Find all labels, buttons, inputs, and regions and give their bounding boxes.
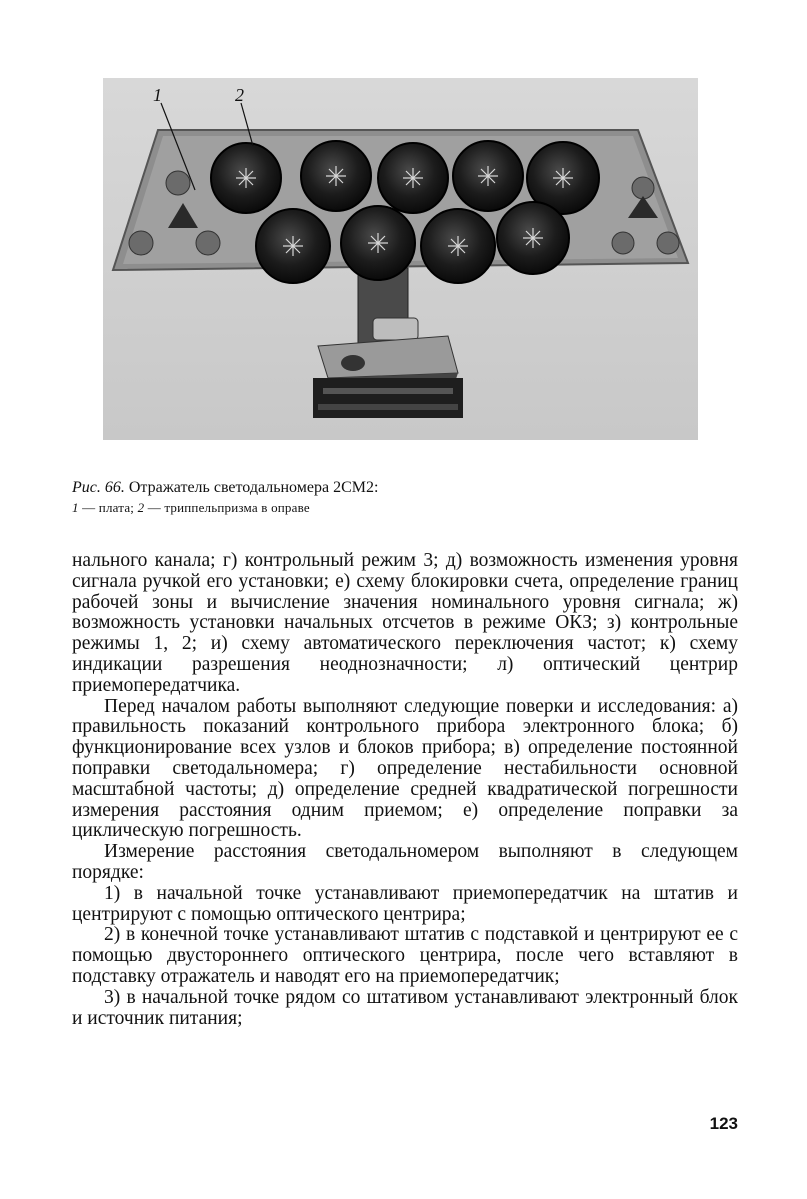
paragraph-checks: Перед началом работы выполняют следующие поверки и исследования: а) правильность показаний контрольного прибора электронного блока; б) функционирование всех узлов и блоков прибора; в) определение постоянной поправки светодальномера; г) определение нестабильности основной масштабной частоты; д) определение средней квадратической погрешности измерения расстояния одним приемом; е) определение поправки за циклическую погрешность. (72, 695, 738, 842)
figure-label-1: 1 (153, 85, 162, 105)
body-text (72, 551, 738, 1029)
paragraph-procedure-intro: Измерение расстояния светодальномером выполняют в следующем порядке: (72, 841, 738, 883)
list-item-3: 3) в начальной точке рядом со штативом устанавливают электронный блок и источник питания; (72, 986, 738, 1029)
list-item-2: 2) в конечной точке устанавливают штатив с подставкой и центрируют ее с помощью двустороннего оптического центрира, после чего вставляют в подставку отражатель и наводят его на приемопередатчик; (72, 924, 738, 987)
caption-text: Отражатель светодальномера 2СМ2: (128, 479, 379, 496)
legend-2-number: 2 (137, 500, 145, 515)
reflector-illustration (103, 78, 698, 440)
page-number: 123 (709, 1114, 738, 1133)
figure-legend (72, 500, 772, 516)
legend-1-number: 1 (72, 500, 79, 515)
legend-2-text: — триппельпризма в оправе (144, 500, 310, 515)
tribrach (313, 378, 463, 418)
figure-caption (72, 478, 772, 498)
figure-label-2: 2 (235, 85, 244, 105)
paragraph-continuation: нального канала; г) контрольный режим 3; д) возможность изменения уровня сигнала ручкой его установки; е) схему блокировки счета, определение границ рабочей зоны и вычисление значения номинального уровня сигнала; ж) возможность установки начальных отсчетов в режиме ОКЗ; з) контрольные режимы 1, 2; и) схему автоматического переключения частот; к) схему индикации разрешения неоднозначности; л) оптический центрир приемопередатчика. (72, 550, 738, 696)
reflector-photo (103, 78, 698, 440)
list-item-1: 1) в начальной точке устанавливают приемопередатчик на штатив и центрируют с помощью оптического центрира; (72, 882, 738, 925)
caption-prefix: Рис. 66. (72, 479, 125, 496)
legend-1-text: — плата; (78, 500, 138, 515)
